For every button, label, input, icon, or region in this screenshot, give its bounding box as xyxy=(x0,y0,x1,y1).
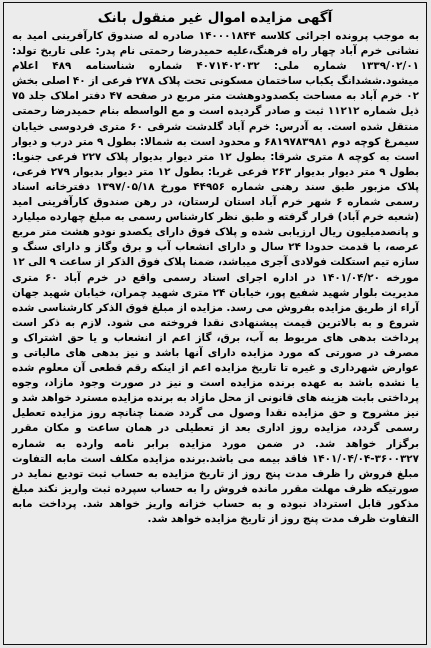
notice-body: به موجب پرونده اجرائی کلاسه ۱۴۰۰۰۱۸۴۴ صادره له صندوق کارآفرینی امید به نشانی خرم آباد چهار راه فرهنگ،علیه حمیدرضا رحمتی نام پدر: علی تاریخ تولد: ۱۳۳۹/۰۲/۰۱ شماره ملی: ۴۰۷۱۴۰۲۰۳۲ شماره شناسنامه ۴۸۹ اعلام میشود.ششدانگ یکباب ساختمان مسکونی تحت پلاک ۲۷۸ فرعی از ۴۰ اصلی بخش ۰۲ خرم آباد به مساحت یکصدودوهشت متر مربع در صفحه ۴۷ دفتر املاک جلد ۷۵ ذیل شماره ۱۱۲۱۲ ثبت و صادر گردیده است و مع الواسطه بنام حمیدرضا رحمتی منتقل شده است. به آدرس: خرم آباد گلدشت شرقی ۶۰ متری فردوسی خیابان سیمرغ کوچه دوم ۶۸۱۹۷۸۳۹۸۱ و محدود است به شمالا: بطول ۹ متر درب و دیوار است به کوچه ۸ متری شرقا: بطول ۱۲ متر دیوار بدیوار پلاک ۲۲۷ فرعی جنوبا: بطول ۹ متر دیوار بدیوار ۲۶۳ فرعی غربا: بطول ۱۲ متر دیوار بدیوار ۲۷۹ فرعی، پلاک مزبور طبق سند رهنی شماره ۴۴۹۵۶ مورخ ۱۳۹۷/۰۵/۱۸ دفترخانه اسناد رسمی شماره ۶ شهر خرم آباد استان لرستان، در رهن صندوق کارآفرینی امید (شعبه خرم آباد) قرار گرفته و طبق نظر کارشناس رسمی به مبلغ چهارده میلیارد و پانصدمیلیون ریال ارزیابی شده و پلاک فوق دارای یکصدو نودو هشت متر مربع عرصه، با قدمت حدودا ۲۴ سال و دارای انشعاب آب و برق وگاز و دارای سنگ و سازه تیم استکلت فولادی آجری میباشد، ضمنا پلاک فوق الذکر از ساعت ۹ الی ۱۲ مورخه ۱۴۰۱/۰۴/۲۰ در اداره اجرای اسناد رسمی واقع در خرم آباد ۶۰ متری مدیریت بلوار شهید شفیع پور، خیابان ۲۴ متری شهید چمران، خیابان شهید جهان آراء از طریق مزایده بفروش می رسد. مزایده از مبلغ فوق الذکر کارشناسی شده شروع و به بالاترین قیمت پیشنهادی نقدا فروخته می شود. لازم به ذکر است پرداخت بدهی های مربوط به آب، برق، گاز اعم از انشعاب و یا حق اشتراک و مصرف در صورتی که مورد مزایده دارای آنها باشد و نیز بدهی های مالیاتی و عوارض شهرداری و غیره تا تاریخ مزایده اعم از اینکه رقم قطعی آن معلوم شده یا نشده باشد به عهده برنده مزایده است و نیز در صورت وجود مازاد، وجوه پرداختی بابت هزینه های قانونی از محل مازاد به برنده مزایده مسترد خواهد شد و نیز مشروح و حق مزایده نقدا وصول می گردد ضمنا چنانچه روز مزایده تعطیل رسمی گردد، مزایده روز اداری بعد از تعطیلی در همان ساعت و مکان مقرر برگزار خواهد شد. در ضمن مورد مزایده برابر نامه وارده به شماره ۳۶۰۰۳۲۷-۱۴۰۱/۰۴/۰۴ فاقد بیمه می باشد.برنده مزایده مکلف است مابه التفاوت مبلغ فروش را ظرف مدت پنج روز از تاریخ مزایده به حساب ثبت تودیع نماید در صورتیکه ظرف مهلت مقرر مانده فروش را به حساب سپرده ثبت واریز نکند مبلغ مذکور قابل استرداد نبوده و به حساب خزانه واریز خواهد شد. پرداخت مابه التفاوت ظرف مدت پنج روز از تاریخ مزایده خواهد شد. xyxy=(12,30,420,525)
notice-frame xyxy=(3,2,427,645)
notice-title: آگهی مزایده اموال غیر منقول بانک xyxy=(97,10,333,26)
